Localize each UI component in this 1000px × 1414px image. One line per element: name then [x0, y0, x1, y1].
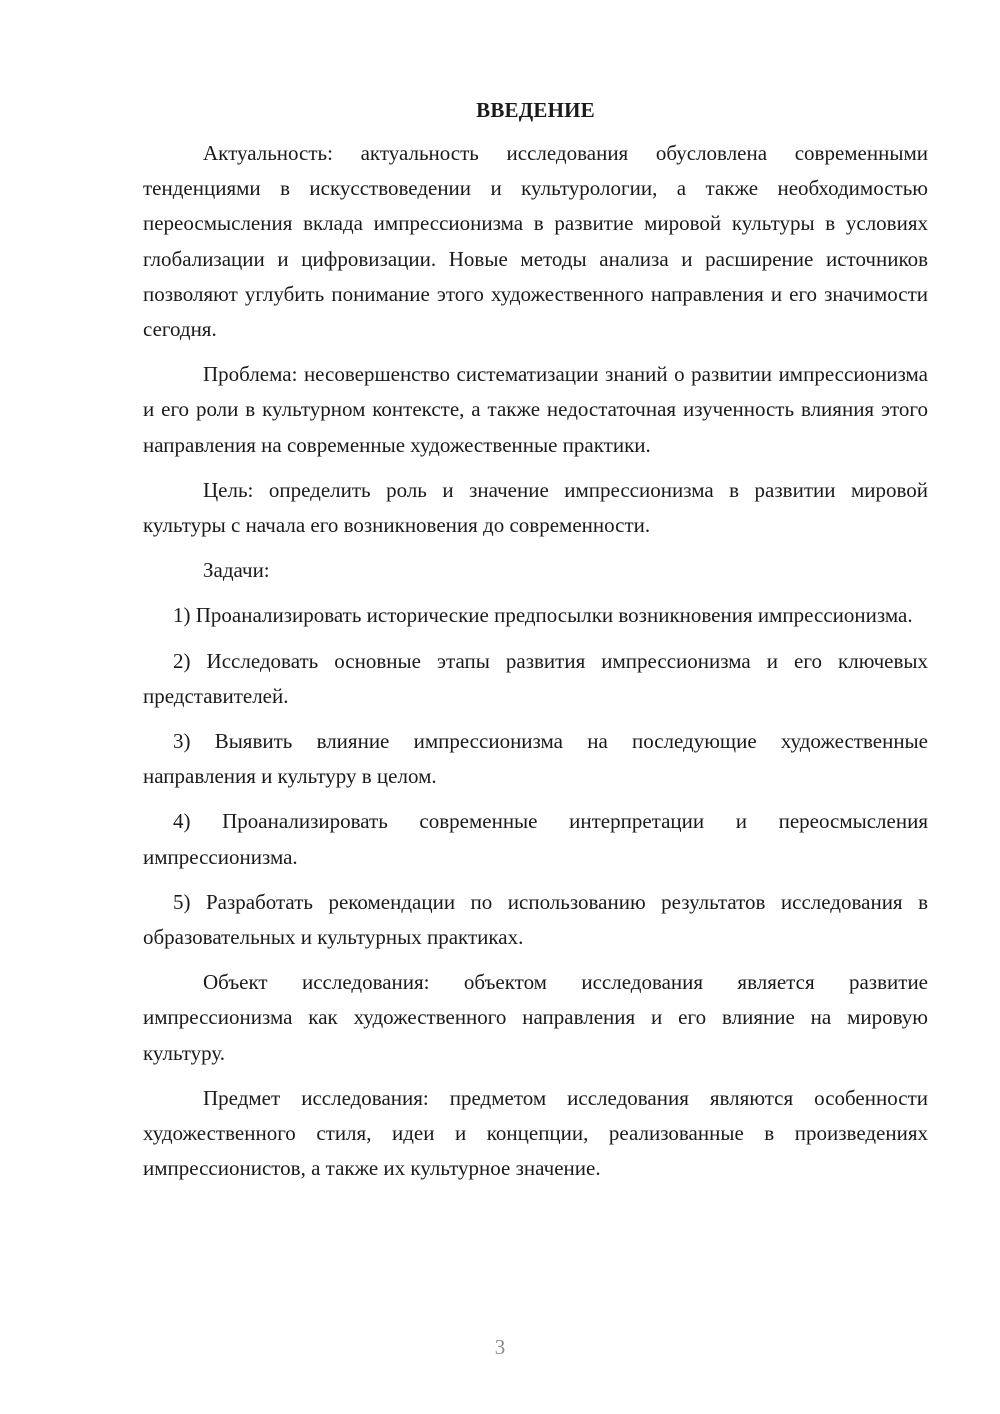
task-item-3: 3) Выявить влияние импрессионизма на последующие художественные направления и культуру в целом.	[143, 729, 928, 789]
task-item-4: 4) Проанализировать современные интерпретации и переосмысления импрессионизма.	[143, 809, 928, 869]
page-number: 3	[494, 1335, 506, 1359]
task-item-2: 2) Исследовать основные этапы развития импрессионизма и его ключевых представителей.	[143, 648, 928, 708]
goal-paragraph: Цель: определить роль и значение импрессионизма в развитии мировой культуры с начала его возникновения до современности.	[143, 477, 928, 538]
object-paragraph: Объект исследования: объектом исследования является развитие импрессионизма как художественного направления и его влияние на мировую культуру.	[143, 970, 928, 1065]
tasks-label: Задачи:	[203, 558, 270, 583]
relevance-paragraph: Актуальность: актуальность исследования обусловлена современными тенденциями в искусствоведении и культурологии, а также необходимостью переосмысления вклада импрессионизма в развитие мировой культуры в условиях глобализации и цифровизации. Новые методы анализа и расширение источников позволяют углубить понимание этого художественного направления и его значимости сегодня.	[143, 141, 928, 342]
task-item-5: 5) Разработать рекомендации по использованию результатов исследования в образовательных и культурных практиках.	[143, 889, 928, 950]
problem-paragraph: Проблема: несовершенство систематизации знаний о развитии импрессионизма и его роли в культурном контексте, а также недостаточная изученность влияния этого направления на современные художественные практики.	[143, 362, 928, 457]
task-item-1: 1) Проанализировать исторические предпосылки возникновения импрессионизма.	[173, 603, 913, 628]
section-heading: ВВЕДЕНИЕ	[476, 98, 595, 122]
subject-paragraph: Предмет исследования: предметом исследования являются особенности художественного стиля, идеи и концепции, реализованные в произведениях импрессионистов, а также их культурное значение.	[143, 1085, 928, 1181]
document-page	[143, 95, 928, 1196]
